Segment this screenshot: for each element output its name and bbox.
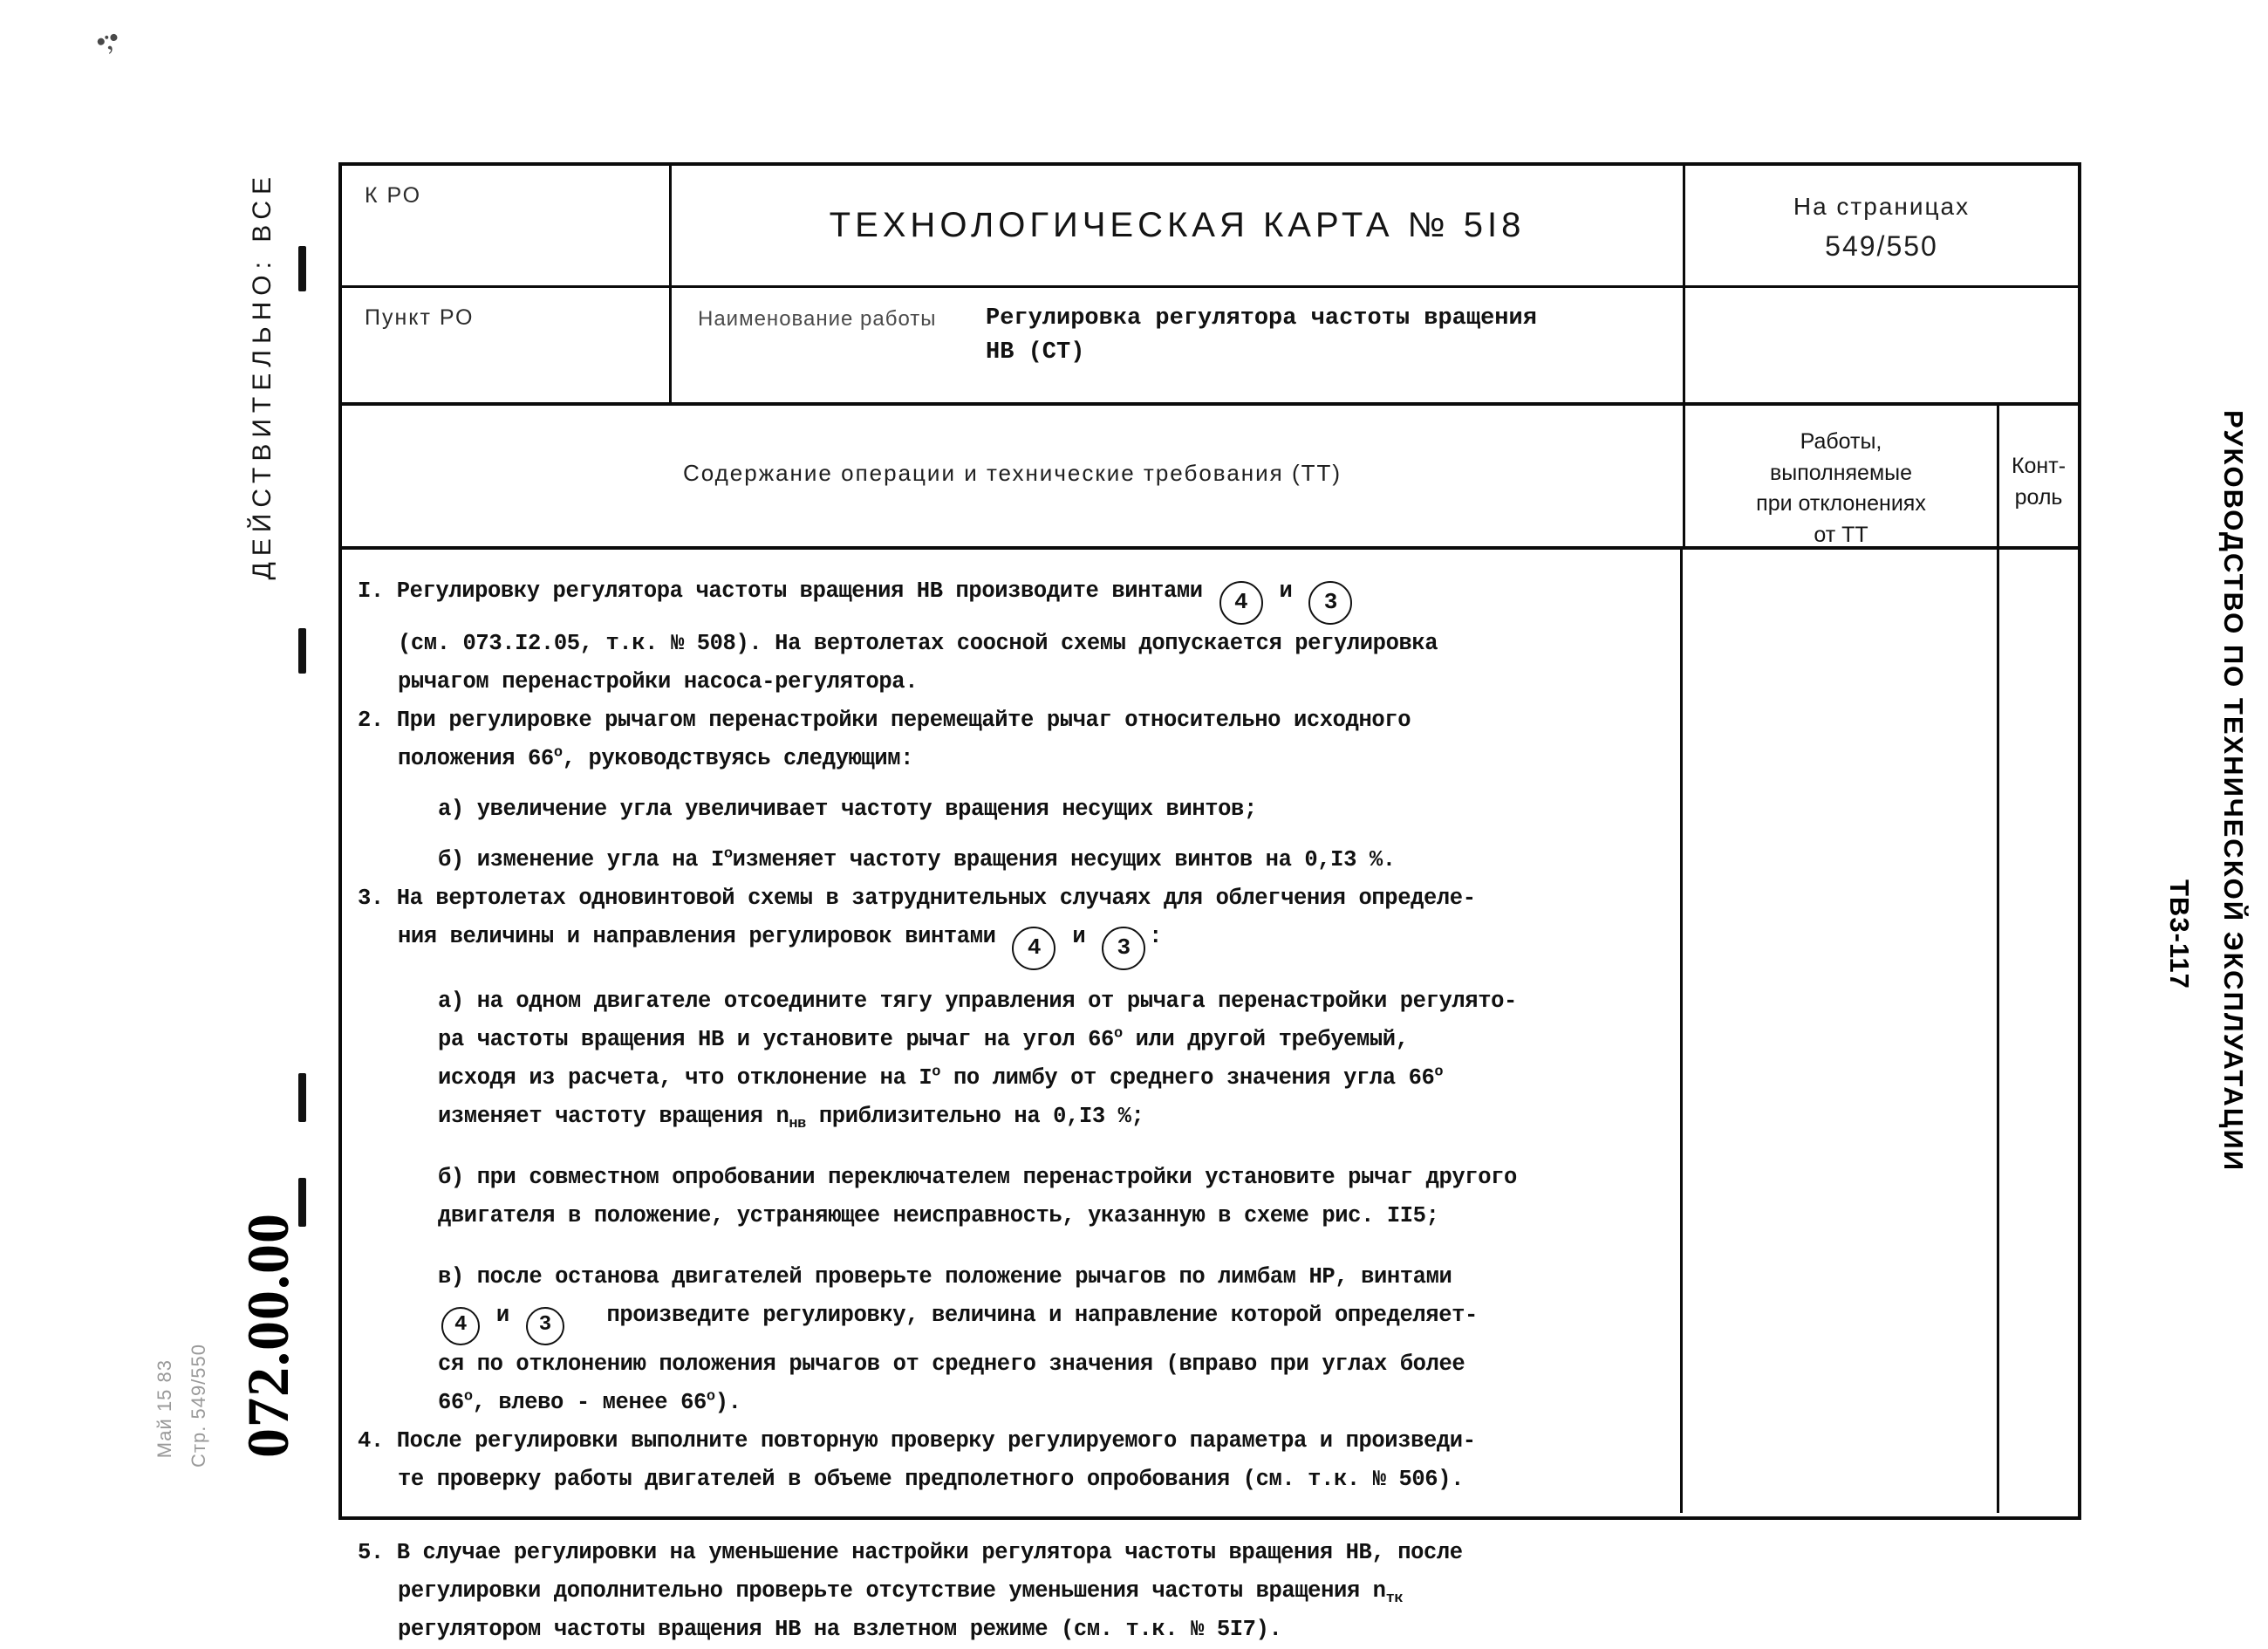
margin-dash-1 <box>298 246 306 291</box>
subscript-tk: тк <box>1385 1591 1404 1608</box>
item-3-sub-v-l4-text-b: , влево - менее 66 <box>472 1390 707 1415</box>
screw-marker-4-icon: 4 <box>1219 581 1263 625</box>
scan-corner-mark: •;• <box>91 22 122 59</box>
content-column-header: Содержание операции и технические требования (ТТ) <box>682 460 1342 486</box>
item-2-text-b: , руководствуясь следующим: <box>562 746 914 771</box>
control-cell <box>1999 550 2078 1513</box>
screw-marker-3-icon: 3 <box>1102 927 1145 970</box>
screw-marker-3-icon: 3 <box>1308 581 1352 625</box>
subscript-nv: нв <box>789 1116 806 1133</box>
item-2-sub-b-text-a: б) изменение угла на I <box>438 847 724 872</box>
item-1-line-2: (см. 073.I2.05, т.к. № 508). На вертолетах соосной схемы допускается регулировка <box>398 631 1438 656</box>
item-1-line-3: рычагом перенастройки насоса-регулятора. <box>398 669 919 694</box>
header-row-work-name <box>342 288 2078 406</box>
item-3-sub-a-line-1: а) на одном двигателе отсоедините тягу управления от рычага перенастройки регулято- <box>438 989 1517 1014</box>
margin-dash-3 <box>298 1073 306 1122</box>
item-3-sub-v-line-4 <box>358 1384 1661 1422</box>
degree-sign: o <box>1113 1025 1123 1043</box>
degree-sign: o <box>706 1388 715 1406</box>
item-3-sub-a-text-b: или другой требуемый, <box>1135 1027 1409 1052</box>
deviation-column-header <box>1692 427 1990 551</box>
work-name-line-2: НВ (СТ) <box>986 339 1085 366</box>
work-name-value <box>986 302 1667 370</box>
ro-code-cell <box>342 166 672 285</box>
item-3-line-2 <box>358 918 1661 970</box>
work-name-cell <box>672 288 1685 402</box>
item-3-sub-v-conjunction: и <box>495 1303 509 1328</box>
degree-sign: o <box>932 1064 941 1081</box>
card-title-cell <box>672 166 1685 285</box>
operation-content-cell <box>342 550 1683 1642</box>
spacer <box>358 829 1661 841</box>
deviation-header-line-1: Работы, <box>1800 429 1882 454</box>
spacer <box>358 1136 1661 1159</box>
item-1-conjunction: и <box>1279 578 1293 604</box>
item-4-line-1: 4. После регулировки выполните повторную проверку регулируемого параметра и произведи- <box>358 1428 1476 1454</box>
spacer <box>358 970 1661 982</box>
pages-cell <box>1685 166 2078 285</box>
item-3-sub-v-l4-text-c: ). <box>714 1390 741 1415</box>
manual-title: РУКОВОДСТВО ПО ТЕХНИЧЕСКОЙ ЭКСПЛУАТАЦИИ <box>2218 410 2249 1172</box>
header-row-columns <box>342 406 2078 550</box>
item-3-sub-v-line-2 <box>358 1297 1661 1345</box>
control-header-line-1: Конт- <box>2011 454 2066 478</box>
degree-sign: o <box>463 1388 473 1406</box>
item-3-sub-v-line-1: в) после останова двигателей проверьте положение рычагов по лимбам НР, винтами <box>438 1264 1452 1290</box>
deviation-header-line-4: от ТТ <box>1814 522 1868 547</box>
work-name-label: Наименование работы <box>698 307 937 331</box>
item-3-sub-a-l4-text-a: изменяет частоту вращения n <box>438 1104 789 1129</box>
item-3-sub-v-l2-text: произведите регулировку, величина и направление которой определяет- <box>606 1303 1478 1328</box>
deviation-works-cell <box>1683 550 1999 1513</box>
deviation-header-line-2: выполняемые <box>1769 460 1913 485</box>
degree-sign: o <box>723 845 733 863</box>
validity-label: ДЕЙСТВИТЕЛЬНО: ВСЕ <box>248 171 277 580</box>
item-4-line-2: те проверку работы двигателей в объеме предполетного опробования (см. т.к. № 506). <box>398 1467 1465 1492</box>
ro-item-cell <box>342 288 672 402</box>
technology-card-table <box>338 162 2081 1642</box>
item-1-text-a: I. Регулировку регулятора частоты вращения НВ производите винтами <box>358 578 1203 604</box>
table-body-row <box>342 550 2078 1642</box>
item-2-line-1: 2. При регулировке рычагом перенастройки перемещайте рычаг относительно исходного <box>358 708 1411 733</box>
item-3-colon: : <box>1149 924 1163 949</box>
engine-model-label: ТВ3-117 <box>2164 879 2195 989</box>
item-3-sub-a-line-3 <box>358 1059 1661 1098</box>
content-column-header-cell <box>342 406 1685 546</box>
item-2-sub-b <box>358 841 1661 879</box>
item-3-conjunction: и <box>1072 924 1086 949</box>
ro-code-label: К РО <box>365 183 422 208</box>
control-header-line-2: роль <box>2014 484 2063 510</box>
control-column-header-cell <box>1999 406 2078 546</box>
card-title: ТЕХНОЛОГИЧЕСКАЯ КАРТА № 5I8 <box>829 206 1526 244</box>
work-name-right-blank <box>1685 288 2078 402</box>
pages-value: 549/550 <box>1825 230 1938 262</box>
item-5-l2-text: регулировки дополнительно проверьте отсутствие уменьшения частоты вращения n <box>398 1578 1386 1604</box>
spacer <box>358 1235 1661 1258</box>
item-3-line-1: 3. На вертолетах одновинтовой схемы в затруднительных случаях для облегчения определе- <box>358 886 1476 911</box>
revision-date: Май 15 83 <box>154 1359 175 1459</box>
item-2-sub-a: а) увеличение угла увеличивает частоту вращения несущих винтов; <box>438 797 1257 822</box>
work-name-line-1: Регулировка регулятора частоты вращения <box>986 305 1537 332</box>
item-3-sub-b-line-1: б) при совместном опробовании переключателем перенастройки установите рычаг другого <box>438 1165 1517 1190</box>
item-3-sub-a-line-4 <box>358 1098 1661 1136</box>
item-1-line-1 <box>358 572 1661 625</box>
item-5-line-1: 5. В случае регулировки на уменьшение настройки регулятора частоты вращения НВ, после <box>358 1540 1463 1565</box>
header-row-title <box>342 166 2078 288</box>
screw-marker-4-icon: 4 <box>1012 927 1055 970</box>
item-5-line-3: регулятором частоты вращения НВ на взлетном режиме (см. т.к. № 5I7). <box>398 1617 1282 1642</box>
degree-sign: o <box>1434 1064 1444 1081</box>
margin-dash-2 <box>298 628 306 674</box>
item-3-sub-v-line-3: ся по отклонению положения рычагов от среднего значения (вправо при углах более <box>438 1351 1465 1377</box>
spacer <box>358 778 1661 790</box>
item-3-sub-a-l3-text-b: по лимбу от среднего значения угла 66 <box>953 1065 1435 1091</box>
item-2-sub-b-text-b: изменяет частоту вращения несущих винтов на 0,I3 %. <box>732 847 1396 872</box>
item-3-sub-v-l4-text-a: 66 <box>438 1390 464 1415</box>
page-reference: Стр. 549/550 <box>188 1344 209 1468</box>
item-5-line-2 <box>358 1572 1661 1611</box>
item-3-sub-a-l3-text-a: исходя из расчета, что отклонение на I <box>438 1065 932 1091</box>
item-3-sub-a-text-a: ра частоты вращения НВ и установите рычаг на угол 66 <box>438 1027 1114 1052</box>
item-3-sub-b-line-2: двигателя в положение, устраняющее неисправность, указанную в схеме рис. II5; <box>438 1203 1439 1228</box>
item-3-text-a: ния величины и направления регулировок винтами <box>398 924 996 949</box>
degree-sign: o <box>553 744 563 762</box>
spacer <box>358 1499 1661 1534</box>
screw-marker-4-icon: 4 <box>441 1307 480 1345</box>
deviation-column-header-cell <box>1685 406 1999 546</box>
screw-marker-3-icon: 3 <box>526 1307 564 1345</box>
ata-chapter-number: 072.00.00 <box>235 1213 301 1458</box>
item-2-line-2 <box>358 740 1661 778</box>
item-3-sub-a-l4-text-b: приблизительно на 0,I3 %; <box>818 1104 1144 1129</box>
item-3-sub-a-line-2 <box>358 1021 1661 1059</box>
deviation-header-line-3: при отклонениях <box>1756 491 1926 516</box>
control-column-header <box>2001 451 2076 513</box>
item-2-text-a: положения 66 <box>398 746 554 771</box>
ro-item-label: Пункт РО <box>365 305 475 330</box>
pages-block <box>1685 188 2078 267</box>
pages-label: На страницах <box>1793 193 1971 220</box>
